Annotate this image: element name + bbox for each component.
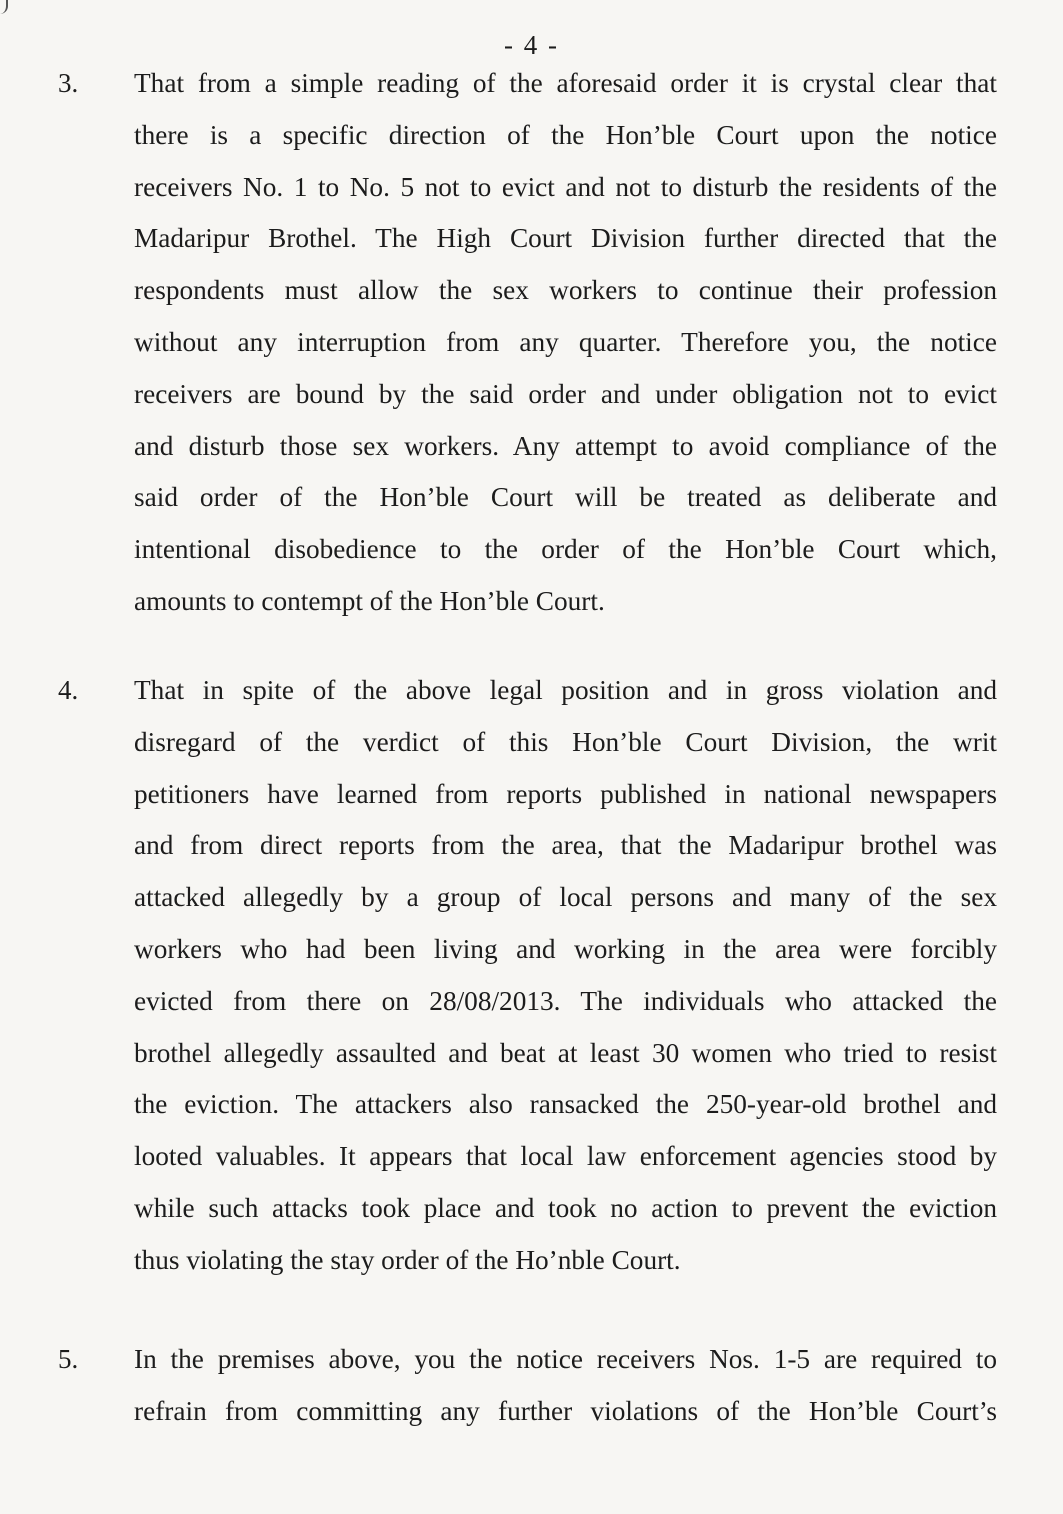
text-line: In the premises above, you the notice receivers Nos. 1-5 are required to — [134, 1344, 997, 1374]
text-line: brothel allegedly assaulted and beat at least 30 women who tried to resist — [134, 1037, 997, 1068]
paragraph-number: 5. — [58, 1344, 79, 1374]
text-line: receivers are bound by the said order and under obligation not to evict — [134, 378, 997, 409]
text-line: thus violating the stay order of the Ho’nble Court. — [134, 1244, 681, 1275]
text-line: amounts to contempt of the Hon’ble Court. — [134, 585, 605, 616]
text-line: while such attacks took place and took no action to prevent the eviction — [134, 1192, 997, 1223]
text-line: petitioners have learned from reports published in national newspapers — [134, 778, 997, 809]
paragraph-text — [134, 1334, 997, 1438]
text-line: and from direct reports from the area, that the Madaripur brothel was — [134, 830, 997, 861]
page-number: - 4 - — [504, 30, 559, 60]
text-line: Madaripur Brothel. The High Court Division further directed that the — [134, 223, 997, 254]
text-line: attacked allegedly by a group of local persons and many of the sex — [134, 882, 997, 913]
text-line: there is a specific direction of the Hon’ble Court upon the notice — [134, 119, 997, 150]
text-line: intentional disobedience to the order of the Hon’ble Court which, — [134, 534, 997, 565]
text-line: respondents must allow the sex workers to continue their profession — [134, 275, 997, 306]
text-line: said order of the Hon’ble Court will be treated as deliberate and — [134, 482, 997, 513]
paragraph-text — [134, 665, 997, 1287]
paragraph-number: 3. — [58, 68, 79, 98]
corner-fold-mark — [0, 0, 8, 14]
text-line: refrain from committing any further violations of the Hon’ble Court’s — [134, 1395, 997, 1426]
text-line: looted valuables. It appears that local law enforcement agencies stood by — [134, 1141, 997, 1172]
text-line: without any interruption from any quarter. Therefore you, the notice — [134, 326, 997, 357]
text-line: receivers No. 1 to No. 5 not to evict and not to disturb the residents of the — [134, 171, 997, 202]
paragraph-text — [134, 58, 997, 628]
text-line: That in spite of the above legal position and in gross violation and — [134, 675, 997, 705]
text-line: the eviction. The attackers also ransacked the 250-year-old brothel and — [134, 1089, 997, 1120]
text-line: workers who had been living and working in the area were forcibly — [134, 933, 997, 964]
text-line: evicted from there on 28/08/2013. The individuals who attacked the — [134, 985, 997, 1016]
text-line: That from a simple reading of the aforesaid order it is crystal clear that — [134, 68, 997, 98]
paragraph-number: 4. — [58, 675, 79, 705]
text-line: and disturb those sex workers. Any attempt to avoid compliance of the — [134, 430, 997, 461]
text-line: disregard of the verdict of this Hon’ble Court Division, the writ — [134, 726, 997, 757]
